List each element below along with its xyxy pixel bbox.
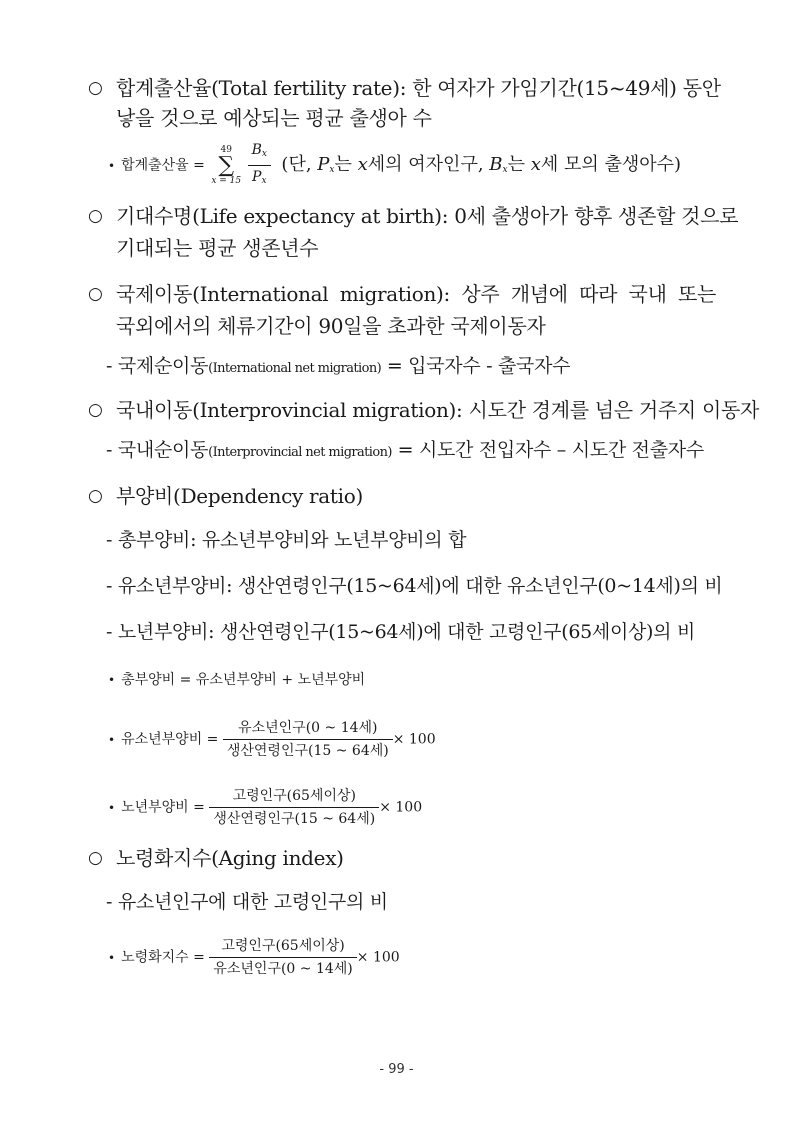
intl-net-migration: - 국제순이동(International net migration) = 입국자수 - 출국자수: [106, 355, 571, 377]
tfr-definition-line2: 낳을 것으로 예상되는 평균 출생아 수: [116, 106, 432, 130]
fraction: $\frac{\text{고령인구(65세이상)}}{\text{생산연령인구(15 \textasciitilde{} 64세)}}$: [209, 786, 379, 829]
dependency-item-total: - 총부양비: 유소년부양비와 노년부양비의 합: [106, 529, 467, 551]
aging-index-item: - 유소년인구에 대한 고령인구의 비: [106, 891, 388, 913]
formula-lhs: 합계출산율 =: [121, 157, 205, 174]
total-dependency-formula: • 총부양비 = 유소년부양비 + 노년부양비: [108, 672, 366, 688]
aging-index-formula: • 노령화지수 = $\frac{\text{고령인구(65세이상)}}{\text{유소년인구(0 \textasciitilde{} 14세)}}$ × 100: [108, 938, 400, 977]
denominator-subscript: x: [261, 176, 267, 186]
sum-upper-limit: 49: [220, 144, 232, 155]
sum-lower-limit: x = 15: [211, 175, 242, 186]
life-expectancy-line2: 기대되는 평균 생존년수: [116, 236, 319, 260]
fraction: $\frac{\text{유소년인구(0 \textasciitilde{} 14세)}}{\text{생산연령인구(15 \textasciitilde{} 64세)}}$: [223, 718, 393, 761]
bullet-circle: ○: [88, 486, 103, 506]
summation: [211, 146, 241, 186]
interprovincial-line1: 국내이동(Interprovincial migration): 시도간 경계를 넘은 거주지 이동자: [116, 398, 760, 422]
dependency-item-old: - 노년부양비: 생산연령인구(15~64세)에 대한 고령인구(65세이상)의 비: [106, 621, 696, 643]
life-expectancy-line1: 기대수명(Life expectancy at birth): 0세 출생아가 향후 생존할 것으로: [116, 204, 739, 228]
bullet-circle: ○: [88, 848, 103, 868]
formula-note: (단, Px는 x세의 여자인구, Bx는 x세 모의 출생아수): [281, 153, 682, 175]
dependency-item-youth: - 유소년부양비: 생산연령인구(15~64세)에 대한 유소년인구(0~14세)의 비: [106, 575, 723, 597]
tfr-definition-line1: 합계출산율(Total fertility rate): 한 여자가 가임기간(15~49세) 동안: [116, 76, 721, 100]
bullet-circle: ○: [88, 78, 103, 98]
intl-migration-line2: 국외에서의 체류기간이 90일을 초과한 국제이동자: [116, 314, 546, 338]
fraction: $\frac{\text{고령인구(65세이상)}}{\text{유소년인구(0 \textasciitilde{} 14세)}}$: [209, 936, 356, 979]
numerator-subscript: x: [261, 149, 267, 159]
bullet-circle: ○: [88, 400, 103, 420]
old-dependency-formula: • 노년부양비 = $\frac{\text{고령인구(65세이상)}}{\text{생산연령인구(15 \textasciitilde{} 64세)}}$ × 100: [108, 788, 423, 827]
denominator: P: [252, 169, 262, 185]
interprovincial-net-migration: - 국내순이동(Interprovincial net migration) = 시도간 전입자수 – 시도간 전출자수: [106, 439, 704, 461]
youth-dependency-formula: • 유소년부양비 = $\frac{\text{유소년인구(0 \textasciitilde{} 14세)}}{\text{생산연령인구(15 \textasciitilde{} 64세)}}$ × 100: [108, 720, 436, 759]
numerator: B: [251, 142, 262, 158]
sigma-symbol: ∑: [218, 152, 235, 178]
fraction: [248, 140, 271, 191]
page-number: - 99 -: [379, 1062, 414, 1077]
bullet-circle: ○: [88, 284, 103, 304]
aging-index-title: 노령화지수(Aging index): [116, 846, 344, 870]
intl-migration-line1: 국제이동(International migration): 상주 개념에 따라 국내 또는: [116, 282, 716, 306]
tfr-formula: [108, 140, 681, 191]
formula-bullet: •: [108, 158, 116, 173]
dependency-ratio-title: 부양비(Dependency ratio): [116, 484, 363, 508]
bullet-circle: ○: [88, 206, 103, 226]
